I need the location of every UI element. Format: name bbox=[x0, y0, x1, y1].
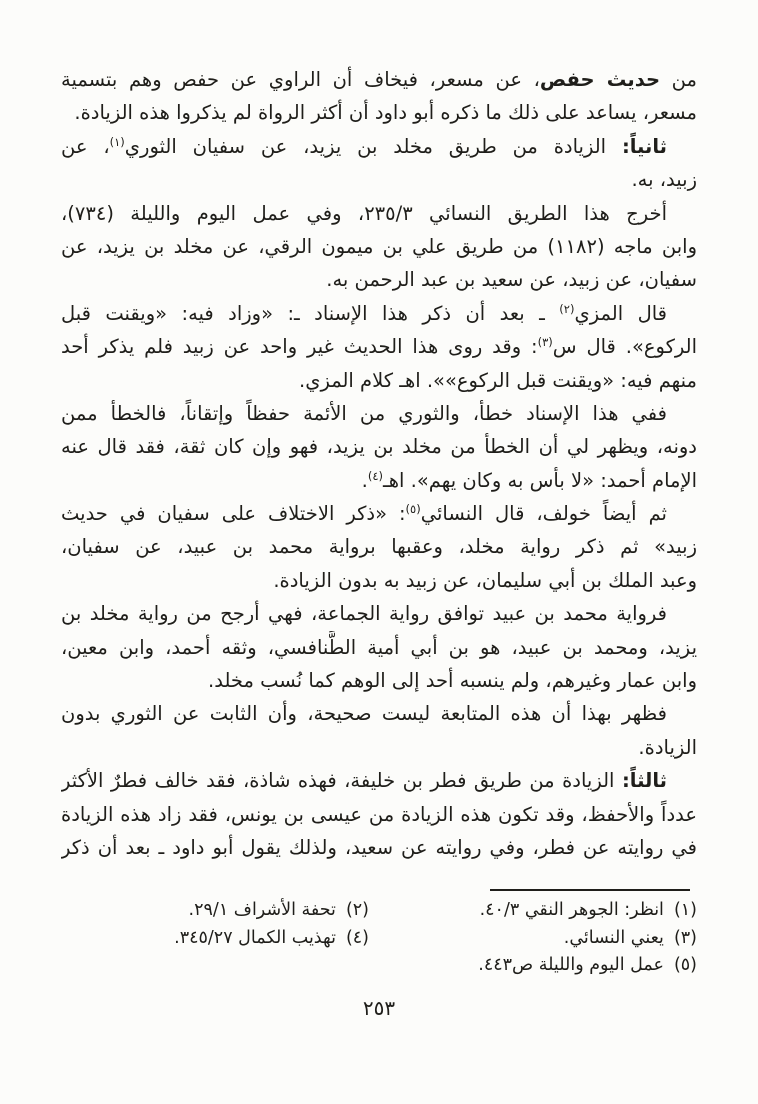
text-segment: وعبد الملك بن أبي سليمان، عن زبيد به بدون الزيادة. bbox=[273, 568, 697, 592]
text-segment: في روايته عن فطر، وفي روايته عن سعيد، ولذلك يقول أبو داود ـ بعد أن ذكر bbox=[61, 835, 697, 859]
body-line bbox=[61, 764, 697, 797]
body-line bbox=[61, 63, 697, 96]
text-segment: من bbox=[660, 68, 697, 91]
text-segment: عدداً والأحفظ، وقد تكون هذه الزيادة من عيسى بن يونس، فقد زاد هذه الزيادة bbox=[61, 802, 697, 826]
body-line bbox=[61, 297, 697, 330]
footnote-separator bbox=[490, 889, 690, 891]
text-segment: . bbox=[361, 468, 368, 492]
footnote-text: يعني النسائي. bbox=[563, 927, 664, 948]
text-segment: فرواية محمد بن عبيد توافق رواية الجماعة، فهي أرجح من رواية مخلد بن bbox=[61, 602, 667, 626]
text-segment: ثالثاً: bbox=[621, 769, 667, 793]
text-segment: زبيد، به. bbox=[631, 168, 697, 192]
body-line bbox=[61, 464, 697, 497]
footnote-number: (٥) bbox=[673, 955, 697, 975]
footnote-item bbox=[61, 897, 369, 925]
footnote-marker: (٣) bbox=[537, 335, 553, 350]
text-segment: سفيان، عن زبيد، عن سعيد بن عبد الرحمن به. bbox=[326, 268, 697, 292]
text-segment: دونه، ويظهر لي أن الخطأ من مخلد بن يزيد، فهو وإن كان ثقة، فقد قال عنه bbox=[61, 435, 697, 459]
text-segment: الركوع». قال س bbox=[552, 335, 697, 359]
body-line bbox=[61, 530, 697, 563]
text-segment: الزيادة من طريق فطر بن خليفة، فهذه شاذة، فقد خالف فطرٌ الأكثر bbox=[61, 769, 622, 793]
body-line bbox=[61, 430, 697, 463]
body-line bbox=[61, 330, 697, 363]
body-line bbox=[61, 130, 697, 163]
body-line bbox=[61, 96, 697, 129]
text-segment: : «ذكر الاختلاف على سفيان في حديث bbox=[61, 502, 406, 526]
body-line bbox=[61, 798, 697, 831]
footnote-item bbox=[61, 925, 369, 953]
text-segment: الزيادة من طريق مخلد بن يزيد، عن سفيان الثوري bbox=[124, 134, 622, 158]
footnote-marker: (٥) bbox=[405, 502, 421, 517]
body-line bbox=[61, 230, 697, 263]
text-segment: وابن عمار وغيرهم، ولم ينسبه أحد إلى الوهم كما نُسب مخلد. bbox=[208, 669, 697, 693]
text-segment: الزيادة. bbox=[638, 735, 697, 759]
text-segment: زبيد» ثم ذكر رواية مخلد، وعقبها برواية محمد بن عبيد، عن سفيان، bbox=[61, 535, 697, 559]
text-segment: قال المزي bbox=[574, 301, 667, 325]
body-line bbox=[61, 664, 697, 697]
body-line bbox=[61, 631, 697, 664]
text-segment: الإمام أحمد: «لا بأس به وكان يهم». اهـ bbox=[383, 468, 697, 492]
text-segment: منهم فيه: «ويقنت قبل الركوع»». اهـ كلام المزي. bbox=[299, 368, 697, 392]
body-line bbox=[61, 731, 697, 764]
text-segment: ، عن bbox=[61, 134, 110, 158]
footnote-marker: (٢) bbox=[559, 301, 575, 316]
text-segment: يزيد، ومحمد بن عبيد، هو بن أبي أمية الطَّنافسي، وثقه أحمد، وابن معين، bbox=[61, 635, 697, 659]
text-segment: ففي هذا الإسناد خطأ، والثوري من الأئمة حفظاً وإتقاناً، فالخطأ ممن bbox=[61, 401, 667, 425]
footnote-item bbox=[389, 925, 697, 953]
body-line bbox=[61, 597, 697, 630]
footnote-number: (١) bbox=[673, 900, 697, 920]
body-line bbox=[61, 831, 697, 864]
text-segment: ثم أيضاً خولف، قال النسائي bbox=[420, 502, 667, 526]
footnote-item bbox=[389, 952, 697, 980]
footnote-text: انظر: الجوهر النقي ٤٠/٣. bbox=[479, 900, 664, 920]
text-segment: حديث حفص bbox=[539, 68, 661, 91]
text-segment: ، عن مسعر، فيخاف أن الراوي عن حفص وهم بتسمية bbox=[61, 68, 540, 91]
body-line bbox=[61, 497, 697, 530]
body-text bbox=[61, 63, 697, 864]
footnotes bbox=[61, 897, 697, 980]
body-line bbox=[61, 397, 697, 430]
text-segment: : وقد روى هذا الحديث غير واحد عن زبيد فلم يذكر أحد bbox=[61, 335, 538, 359]
footnote-text: عمل اليوم والليلة ص٤٤٣. bbox=[478, 955, 664, 975]
text-segment: ـ بعد أن ذكر هذا الإسناد ـ: «وزاد فيه: «ويقنت قبل bbox=[61, 301, 560, 325]
body-line bbox=[61, 163, 697, 196]
text-segment: أخرج هذا الطريق النسائي ٢٣٥/٣، وفي عمل اليوم والليلة (٧٣٤)، bbox=[61, 201, 667, 225]
footnotes-right-column bbox=[389, 897, 697, 980]
footnote-text: تحفة الأشراف ٢٩/١. bbox=[188, 900, 336, 920]
page-number: ٢٥٣ bbox=[362, 996, 396, 1020]
footnote-marker: (١) bbox=[109, 134, 125, 149]
footnote-marker: (٤) bbox=[367, 468, 384, 483]
text-segment: فظهر بهذا أن هذه المتابعة ليست صحيحة، وأن الثابت عن الثوري بدون bbox=[61, 702, 667, 726]
body-line bbox=[61, 697, 697, 730]
footnote-number: (٣) bbox=[673, 927, 697, 948]
footnote-item bbox=[389, 897, 697, 925]
footnotes-left-column bbox=[61, 897, 369, 980]
text-segment: ثانياً: bbox=[621, 134, 667, 158]
footnote-number: (٤) bbox=[345, 927, 369, 948]
text-segment: مسعر، يساعد على ذلك ما ذكره أبو داود أن أكثر الرواة لم يذكروا هذه الزيادة. bbox=[74, 101, 697, 125]
body-line bbox=[61, 564, 697, 597]
footnote-text: تهذيب الكمال ٣٤٥/٢٧. bbox=[174, 927, 336, 948]
body-line bbox=[61, 197, 697, 230]
footnote-number: (٢) bbox=[345, 900, 369, 920]
text-segment: وابن ماجه (١١٨٢) من طريق علي بن ميمون الرقي، عن مخلد بن يزيد، عن bbox=[61, 234, 697, 258]
body-line bbox=[61, 263, 697, 296]
body-line bbox=[61, 364, 697, 397]
